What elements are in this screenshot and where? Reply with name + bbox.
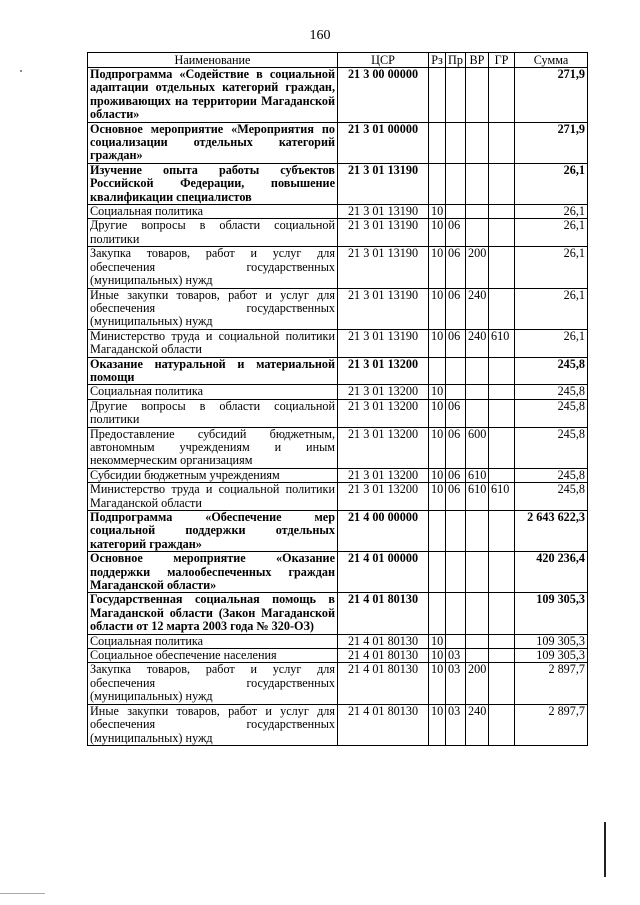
cell-rz: 10 <box>429 247 446 288</box>
cell-pr <box>446 385 466 399</box>
cell-pr: 06 <box>446 483 466 511</box>
table-row <box>88 552 588 593</box>
cell-vr: 600 <box>466 427 489 468</box>
cell-csr: 21 3 01 13190 <box>338 205 429 219</box>
table-row <box>88 511 588 552</box>
cell-vr <box>466 634 489 648</box>
cell-rz: 10 <box>429 219 446 247</box>
budget-table <box>87 52 588 746</box>
cell-pr: 06 <box>446 247 466 288</box>
cell-gr <box>489 634 515 648</box>
margin-line <box>604 822 606 877</box>
cell-vr <box>466 593 489 634</box>
cell-csr: 21 4 01 80130 <box>338 649 429 663</box>
cell-name: Иные закупки товаров, работ и услуг для обеспечения государственных (муниципальных) нужд <box>88 704 338 745</box>
cell-gr <box>489 357 515 385</box>
cell-rz: 10 <box>429 427 446 468</box>
cell-csr: 21 3 01 13190 <box>338 163 429 204</box>
cell-pr: 03 <box>446 649 466 663</box>
table-row <box>88 163 588 204</box>
table-row <box>88 288 588 329</box>
cell-name: Подпрограмма «Содействие в социальной адаптации отдельных категорий граждан, проживающих на территории Магаданской области» <box>88 68 338 123</box>
cell-csr: 21 3 01 13200 <box>338 399 429 427</box>
cell-name: Социальная политика <box>88 205 338 219</box>
cell-name: Оказание натуральной и материальной помощи <box>88 357 338 385</box>
cell-amount: 245,8 <box>515 468 588 482</box>
cell-pr <box>446 634 466 648</box>
cell-pr: 03 <box>446 663 466 704</box>
cell-amount: 2 897,7 <box>515 704 588 745</box>
cell-pr <box>446 552 466 593</box>
cell-pr <box>446 511 466 552</box>
header-csr: ЦСР <box>338 53 429 68</box>
cell-vr <box>466 205 489 219</box>
cell-name: Предоставление субсидий бюджетным, автономным учреждениям и иным некоммерческим организациям <box>88 427 338 468</box>
cell-amount: 26,1 <box>515 219 588 247</box>
cell-name: Основное мероприятие «Мероприятия по социализации отдельных категорий граждан» <box>88 122 338 163</box>
cell-name: Социальная политика <box>88 634 338 648</box>
header-rz: Рз <box>429 53 446 68</box>
cell-gr <box>489 511 515 552</box>
cell-rz <box>429 68 446 123</box>
table-row <box>88 357 588 385</box>
cell-csr: 21 3 01 13200 <box>338 483 429 511</box>
cell-csr: 21 4 00 00000 <box>338 511 429 552</box>
table-row <box>88 468 588 482</box>
cell-vr <box>466 399 489 427</box>
cell-amount: 271,9 <box>515 68 588 123</box>
cell-amount: 26,1 <box>515 288 588 329</box>
cell-gr: 610 <box>489 329 515 357</box>
cell-vr: 240 <box>466 288 489 329</box>
cell-gr <box>489 68 515 123</box>
cell-rz: 10 <box>429 329 446 357</box>
table-row <box>88 427 588 468</box>
cell-amount: 245,8 <box>515 385 588 399</box>
cell-amount: 245,8 <box>515 399 588 427</box>
cell-name: Государственная социальная помощь в Магаданской области (Закон Магаданской области от 12 марта 2003 года № 320-ОЗ) <box>88 593 338 634</box>
cell-pr <box>446 205 466 219</box>
cell-vr: 200 <box>466 663 489 704</box>
cell-gr <box>489 468 515 482</box>
cell-amount: 2 897,7 <box>515 663 588 704</box>
cell-vr <box>466 552 489 593</box>
cell-vr: 240 <box>466 704 489 745</box>
cell-gr <box>489 649 515 663</box>
cell-amount: 26,1 <box>515 205 588 219</box>
cell-csr: 21 4 01 80130 <box>338 704 429 745</box>
table-row <box>88 329 588 357</box>
table-row <box>88 122 588 163</box>
cell-amount: 109 305,3 <box>515 634 588 648</box>
cell-name: Изучение опыта работы субъектов Российской Федерации, повышение квалификации специалистов <box>88 163 338 204</box>
cell-gr <box>489 288 515 329</box>
cell-gr <box>489 385 515 399</box>
cell-amount: 245,8 <box>515 483 588 511</box>
cell-rz <box>429 511 446 552</box>
cell-vr <box>466 68 489 123</box>
cell-rz: 10 <box>429 483 446 511</box>
cell-amount: 26,1 <box>515 247 588 288</box>
cell-gr <box>489 205 515 219</box>
cell-name: Социальная политика <box>88 385 338 399</box>
cell-name: Основное мероприятие «Оказание поддержки малообеспеченных граждан Магаданской области» <box>88 552 338 593</box>
cell-vr: 200 <box>466 247 489 288</box>
cell-amount: 271,9 <box>515 122 588 163</box>
cell-rz: 10 <box>429 385 446 399</box>
cell-rz: 10 <box>429 399 446 427</box>
cell-vr <box>466 385 489 399</box>
cell-csr: 21 4 01 80130 <box>338 593 429 634</box>
cell-pr: 03 <box>446 704 466 745</box>
cell-pr <box>446 122 466 163</box>
cell-name: Другие вопросы в области социальной политики <box>88 399 338 427</box>
cell-rz: 10 <box>429 663 446 704</box>
table-row <box>88 593 588 634</box>
cell-rz <box>429 593 446 634</box>
table-row <box>88 399 588 427</box>
cell-csr: 21 3 01 13200 <box>338 427 429 468</box>
bottom-mark <box>0 893 45 894</box>
page-number: 160 <box>309 28 331 43</box>
cell-name: Министерство труда и социальной политики Магаданской области <box>88 483 338 511</box>
cell-csr: 21 3 01 13200 <box>338 468 429 482</box>
cell-pr: 06 <box>446 288 466 329</box>
cell-csr: 21 3 01 13190 <box>338 247 429 288</box>
cell-gr <box>489 427 515 468</box>
cell-vr <box>466 163 489 204</box>
cell-name: Подпрограмма «Обеспечение мер социальной поддержки отдельных категорий граждан» <box>88 511 338 552</box>
cell-gr <box>489 122 515 163</box>
cell-rz: 10 <box>429 205 446 219</box>
cell-rz <box>429 357 446 385</box>
cell-amount: 26,1 <box>515 329 588 357</box>
table-row <box>88 704 588 745</box>
cell-gr <box>489 663 515 704</box>
cell-gr <box>489 247 515 288</box>
scan-speck <box>20 70 22 72</box>
cell-gr <box>489 163 515 204</box>
cell-pr: 06 <box>446 399 466 427</box>
cell-amount: 245,8 <box>515 357 588 385</box>
cell-name: Закупка товаров, работ и услуг для обеспечения государственных (муниципальных) нужд <box>88 247 338 288</box>
cell-rz: 10 <box>429 704 446 745</box>
table-row <box>88 68 588 123</box>
cell-vr <box>466 649 489 663</box>
cell-pr <box>446 68 466 123</box>
cell-vr <box>466 357 489 385</box>
cell-name: Иные закупки товаров, работ и услуг для обеспечения государственных (муниципальных) нужд <box>88 288 338 329</box>
cell-vr <box>466 219 489 247</box>
cell-amount: 109 305,3 <box>515 593 588 634</box>
cell-csr: 21 3 01 13200 <box>338 357 429 385</box>
table-body <box>88 68 588 746</box>
cell-name: Субсидии бюджетным учреждениям <box>88 468 338 482</box>
cell-gr <box>489 552 515 593</box>
table-row <box>88 649 588 663</box>
table-row <box>88 219 588 247</box>
header-vr: ВР <box>466 53 489 68</box>
cell-csr: 21 3 01 13190 <box>338 288 429 329</box>
cell-pr <box>446 357 466 385</box>
cell-name: Закупка товаров, работ и услуг для обеспечения государственных (муниципальных) нужд <box>88 663 338 704</box>
cell-csr: 21 3 01 13190 <box>338 219 429 247</box>
cell-amount: 420 236,4 <box>515 552 588 593</box>
cell-rz <box>429 122 446 163</box>
cell-pr: 06 <box>446 329 466 357</box>
cell-amount: 26,1 <box>515 163 588 204</box>
cell-csr: 21 3 00 00000 <box>338 68 429 123</box>
cell-pr: 06 <box>446 427 466 468</box>
header-amount: Сумма <box>515 53 588 68</box>
header-name: Наименование <box>88 53 338 68</box>
cell-vr: 240 <box>466 329 489 357</box>
cell-name: Социальное обеспечение населения <box>88 649 338 663</box>
cell-rz <box>429 163 446 204</box>
cell-csr: 21 4 01 00000 <box>338 552 429 593</box>
cell-csr: 21 4 01 80130 <box>338 634 429 648</box>
cell-vr <box>466 511 489 552</box>
cell-rz <box>429 552 446 593</box>
cell-gr: 610 <box>489 483 515 511</box>
cell-pr <box>446 593 466 634</box>
table-header-row <box>88 53 588 68</box>
cell-gr <box>489 593 515 634</box>
cell-rz: 10 <box>429 288 446 329</box>
cell-amount: 245,8 <box>515 427 588 468</box>
header-gr: ГР <box>489 53 515 68</box>
table-row <box>88 483 588 511</box>
cell-csr: 21 3 01 13190 <box>338 329 429 357</box>
cell-amount: 109 305,3 <box>515 649 588 663</box>
cell-csr: 21 4 01 80130 <box>338 663 429 704</box>
header-pr: Пр <box>446 53 466 68</box>
cell-pr <box>446 163 466 204</box>
cell-vr: 610 <box>466 483 489 511</box>
cell-vr <box>466 122 489 163</box>
table-row <box>88 205 588 219</box>
cell-csr: 21 3 01 13200 <box>338 385 429 399</box>
cell-rz: 10 <box>429 649 446 663</box>
cell-pr: 06 <box>446 219 466 247</box>
table-row <box>88 634 588 648</box>
cell-csr: 21 3 01 00000 <box>338 122 429 163</box>
table-row <box>88 663 588 704</box>
cell-amount: 2 643 622,3 <box>515 511 588 552</box>
cell-name: Министерство труда и социальной политики Магаданской области <box>88 329 338 357</box>
cell-gr <box>489 219 515 247</box>
table-row <box>88 247 588 288</box>
cell-gr <box>489 704 515 745</box>
cell-vr: 610 <box>466 468 489 482</box>
cell-name: Другие вопросы в области социальной политики <box>88 219 338 247</box>
table-row <box>88 385 588 399</box>
cell-pr: 06 <box>446 468 466 482</box>
cell-rz: 10 <box>429 468 446 482</box>
cell-gr <box>489 399 515 427</box>
cell-rz: 10 <box>429 634 446 648</box>
